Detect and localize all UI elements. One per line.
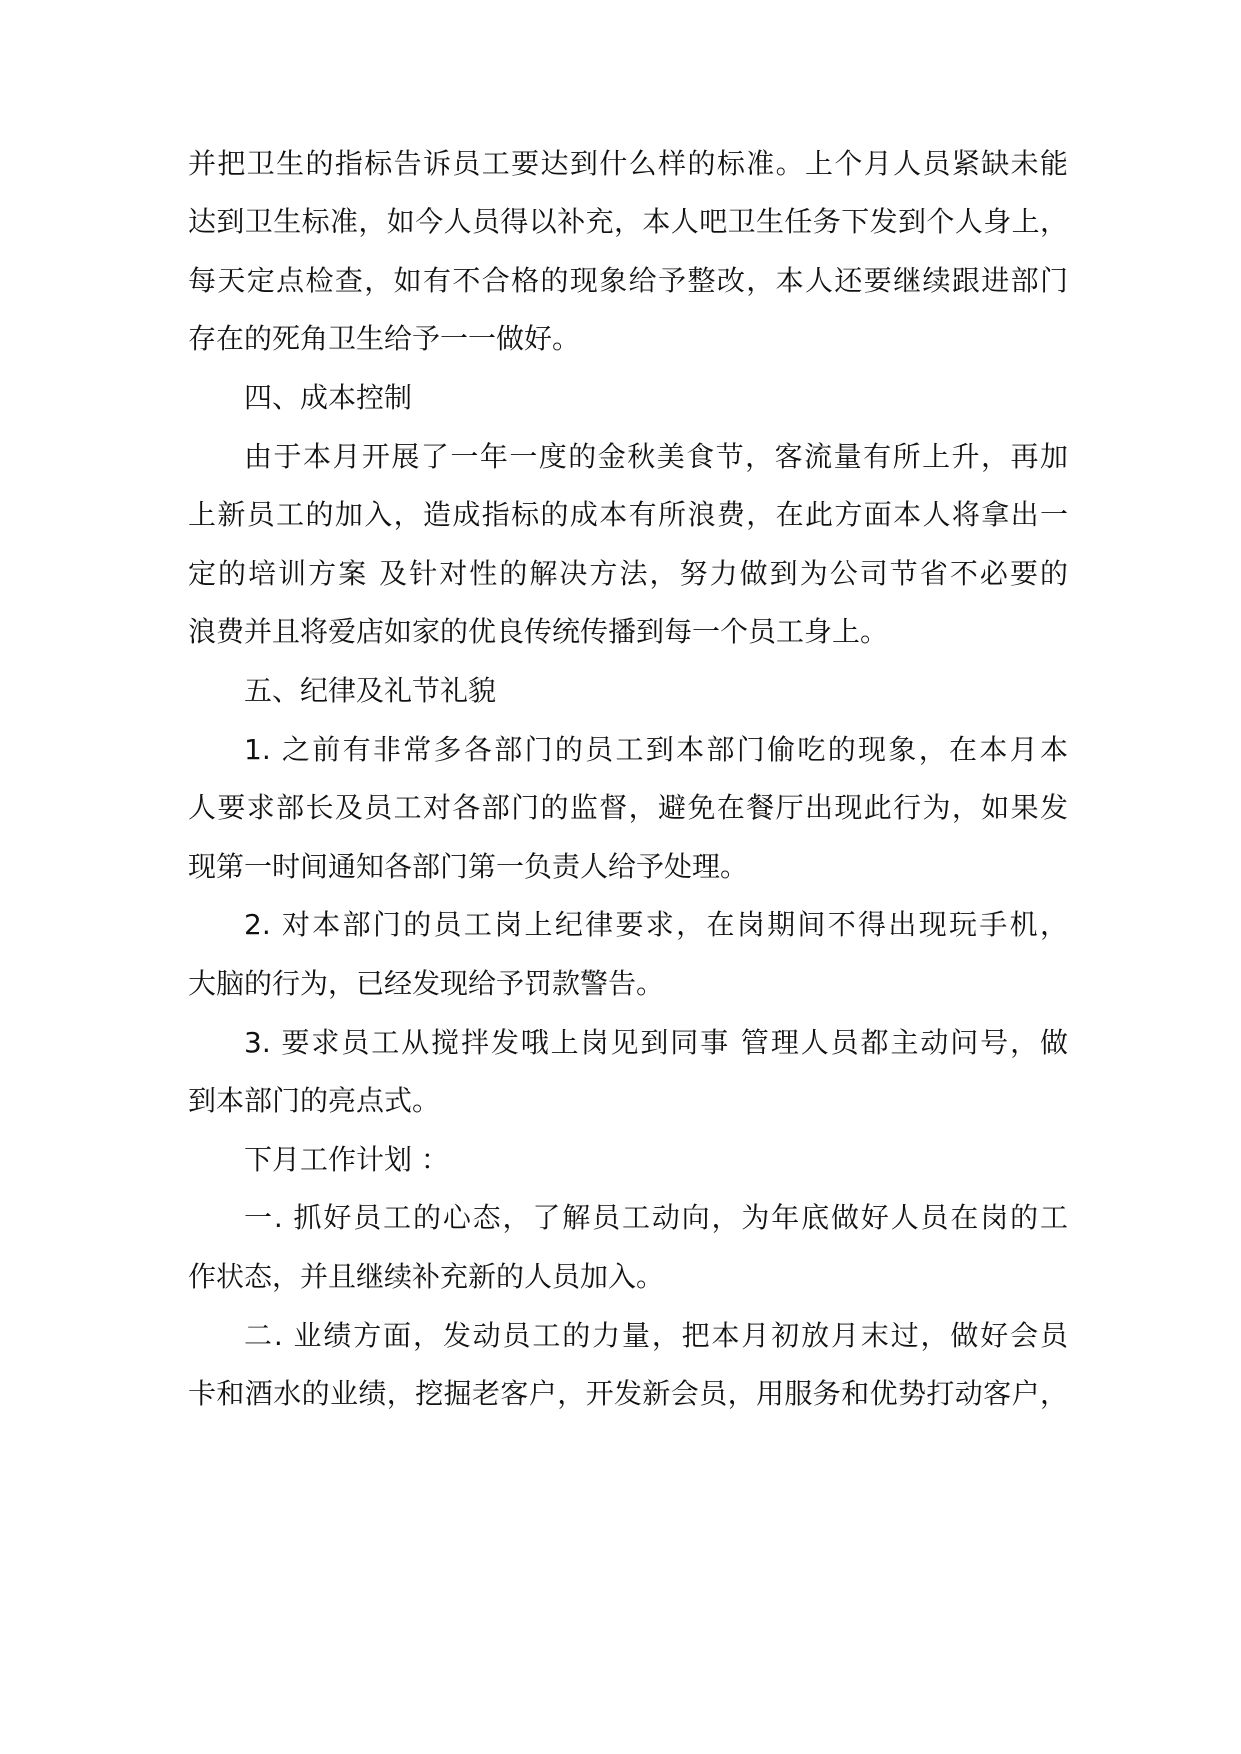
paragraph-line: 由于本月开展了一年一度的金秋美食节，客流量有所上升，再加	[244, 440, 1068, 473]
paragraph-line: 达到卫生标准，如今人员得以补充，本人吧卫生任务下发到个人身上，	[188, 205, 1068, 238]
list-item-line: 大脑的行为，已经发现给予罚款警告。	[188, 967, 665, 1000]
section-heading: 五、纪律及礼节礼貌	[244, 674, 497, 707]
paragraph-line: 浪费并且将爱店如家的优良传统传播到每一个员工身上。	[188, 615, 889, 648]
list-item-line: 作状态，并且继续补充新的人员加入。	[188, 1260, 665, 1293]
section-heading: 下月工作计划 ：	[244, 1143, 449, 1176]
list-item-line: 一. 抓好员工的心态，了解员工动向，为年底做好人员在岗的工	[244, 1201, 1068, 1234]
paragraph-line: 每天定点检查，如有不合格的现象给予整改，本人还要继续跟进部门	[188, 264, 1068, 297]
list-item-line: 人要求部长及员工对各部门的监督，避免在餐厅出现此行为，如果发	[188, 791, 1068, 824]
list-item-line: 到本部门的亮点式。	[188, 1084, 441, 1117]
paragraph-line: 定的培训方案 及针对性的解决方法，努力做到为公司节省不必要的	[188, 557, 1068, 590]
list-item-line: 现第一时间通知各部门第一负责人给予处理。	[188, 850, 749, 883]
list-item-line: 卡和酒水的业绩，挖掘老客户，开发新会员，用服务和优势打动客户，	[188, 1377, 1068, 1410]
paragraph-line: 上新员工的加入，造成指标的成本有所浪费，在此方面本人将拿出一	[188, 498, 1068, 531]
list-item-line: 1. 之前有非常多各部门的员工到本部门偷吃的现象，在本月本	[244, 733, 1068, 766]
paragraph-line: 存在的死角卫生给予一一做好。	[188, 322, 581, 355]
list-item-line: 二. 业绩方面，发动员工的力量，把本月初放月末过，做好会员	[244, 1319, 1068, 1352]
paragraph-line: 并把卫生的指标告诉员工要达到什么样的标准。上个月人员紧缺未能	[188, 147, 1068, 180]
list-item-line: 2. 对本部门的员工岗上纪律要求，在岗期间不得出现玩手机，	[244, 908, 1068, 941]
list-item-line: 3. 要求员工从搅拌发哦上岗见到同事 管理人员都主动问号，做	[244, 1026, 1068, 1059]
section-heading: 四、成本控制	[244, 381, 413, 414]
